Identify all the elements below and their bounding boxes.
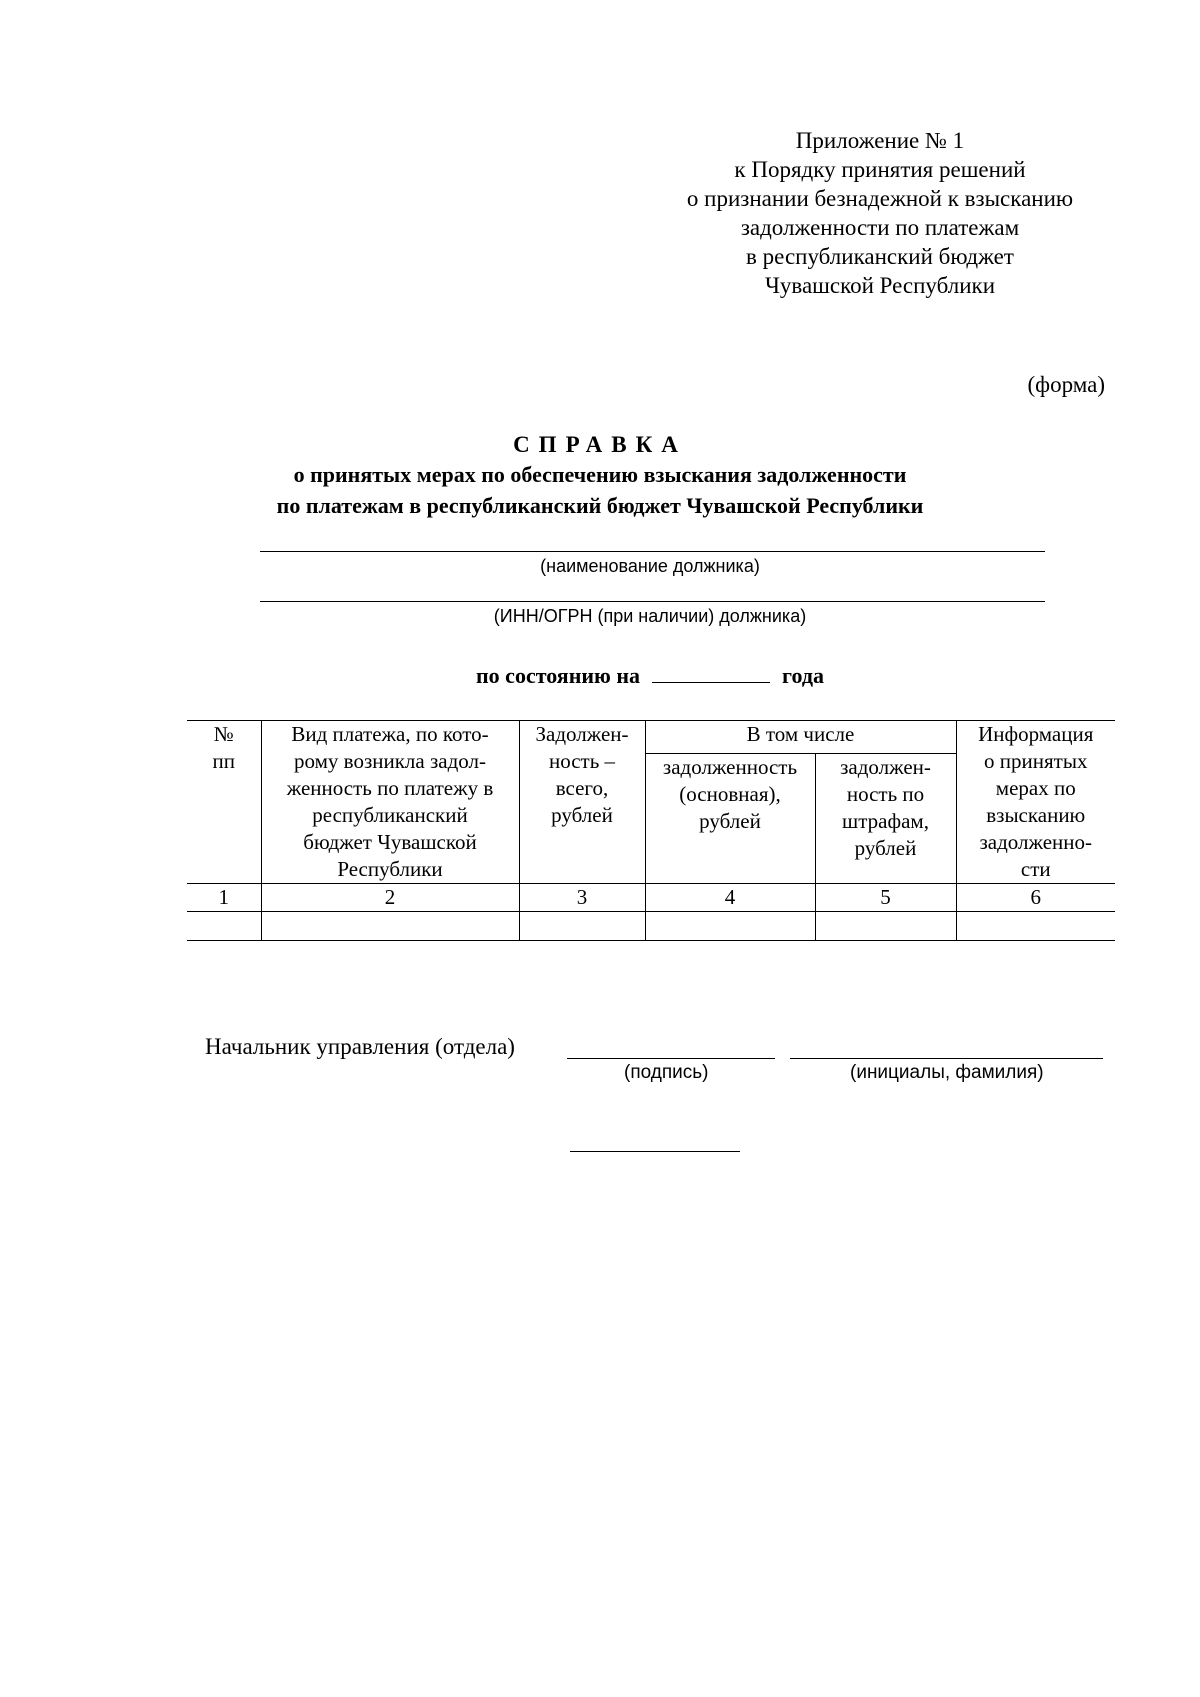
header-cell-number: № пп — [187, 721, 261, 884]
column-number-cell: 2 — [261, 884, 519, 912]
debt-table — [187, 720, 1115, 941]
empty-cell[interactable] — [261, 912, 519, 941]
signature-line — [567, 1058, 775, 1059]
table-empty-row — [187, 912, 1115, 941]
header-cell-fines-debt: задолжен- ность по штрафам, рублей — [815, 754, 956, 884]
header-cell-total-debt: Задолжен- ность – всего, рублей — [519, 721, 645, 884]
appendix-line: в республиканский бюджет — [746, 244, 1014, 269]
document-title: СПРАВКА — [513, 432, 687, 457]
header-cell-main-debt: задолженность (основная), рублей — [645, 754, 815, 884]
form-label: (форма) — [1027, 372, 1105, 397]
appendix-line: к Порядку принятия решений — [734, 157, 1026, 182]
name-line — [790, 1058, 1103, 1059]
debtor-inn-hint: (ИНН/ОГРН (при наличии) должника) — [493, 606, 807, 626]
empty-cell[interactable] — [815, 912, 956, 941]
empty-cell[interactable] — [645, 912, 815, 941]
column-number-cell: 3 — [519, 884, 645, 912]
header-cell-including: В том числе — [645, 721, 956, 754]
table-number-row — [187, 884, 1115, 912]
debtor-inn-line — [260, 601, 1045, 602]
header-cell-payment-type: Вид платежа, по кото- рому возникла задол- женность по платежу в республиканский бюджет Чувашской Республики — [261, 721, 519, 884]
header-cell-measures-info: Информация о принятых мерах по взысканию задолженно- сти — [956, 721, 1115, 884]
as-of-date-blank — [652, 662, 770, 683]
appendix-line: Приложение № 1 — [795, 128, 965, 153]
column-number-cell: 6 — [956, 884, 1115, 912]
name-caption: (инициалы, фамилия) — [850, 1062, 1044, 1083]
empty-cell[interactable] — [956, 912, 1115, 941]
appendix-block — [640, 126, 1120, 300]
column-number-cell: 1 — [187, 884, 261, 912]
title-subline-1: о принятых мерах по обеспечению взыскания задолженности — [293, 462, 907, 487]
title-subline-2: по платежам в республиканский бюджет Чувашской Республики — [276, 493, 924, 518]
as-of-date — [0, 662, 1200, 689]
appendix-line: о признании безнадежной к взысканию — [686, 186, 1074, 211]
signature-caption: (подпись) — [624, 1062, 709, 1083]
closing-separator — [570, 1151, 740, 1152]
column-number-cell: 5 — [815, 884, 956, 912]
debtor-name-line — [260, 551, 1045, 552]
table-header-row — [187, 721, 1115, 754]
empty-cell[interactable] — [519, 912, 645, 941]
debtor-name-hint: (наименование должника) — [540, 556, 760, 576]
as-of-prefix: по состоянию на — [476, 663, 641, 688]
as-of-suffix: года — [782, 663, 824, 688]
appendix-line: задолженности по платежам — [740, 215, 1020, 240]
empty-cell[interactable] — [187, 912, 261, 941]
signature-label: Начальник управления (отдела) — [205, 1034, 515, 1059]
appendix-line: Чувашской Республики — [764, 273, 996, 298]
column-number-cell: 4 — [645, 884, 815, 912]
